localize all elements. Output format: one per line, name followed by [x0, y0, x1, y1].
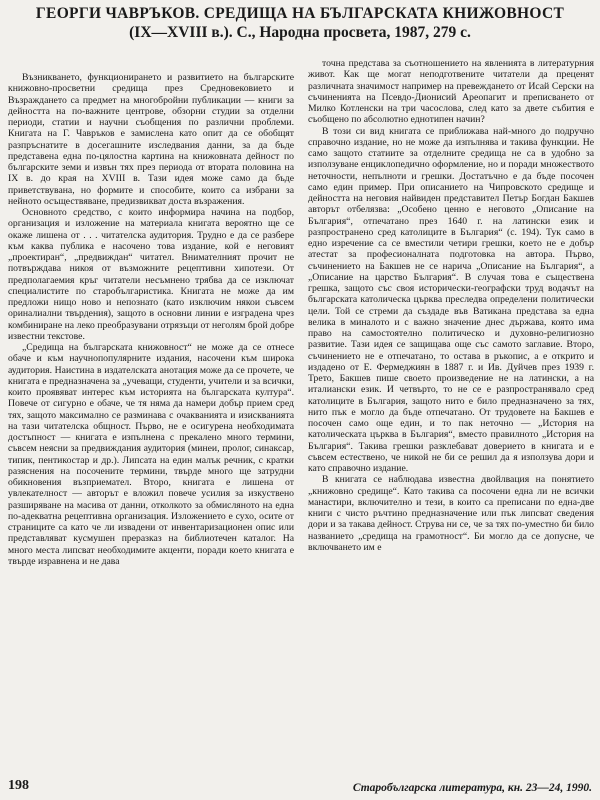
- paragraph: В книгата се наблюдава известна двойлвация на понятието „книжовно средище“. Като такива са посочени една ли не всички манастири, включително и тези, в които са преписани по една-две книги с чисто ръчтино предназначение или пък липсват сведения дори и за такава дейност. Струва ни се, че за тях по-уместно би било названието „средища на грамотност“. Би могло да се допусне, че включването им е: [308, 474, 594, 553]
- right-column: [308, 58, 594, 758]
- page-footer: [8, 774, 592, 794]
- review-subtitle: (IX—XVIII в.). С., Народна просвета, 1987, 279 с.: [129, 24, 471, 41]
- review-title: ГЕОРГИ ЧАВРЪКОВ. СРЕДИЩА НА БЪЛГАРСКАТА КНИЖОВНОСТ: [35, 5, 565, 22]
- left-column: [8, 58, 294, 758]
- review-header: [0, 0, 600, 42]
- paragraph: точна представа за съотношението на явленията в литературния живот. Как ще могат неподготвените читатели да преценят различната значимост например на превеждането от Исай Серски на съчиненията на Псевдо-Дионисий Ареопагит и преписването от Милко Котленски на три часослова, след като за двете събития е съобщено по абсолютно еднотипен начин?: [308, 58, 594, 126]
- paragraph: Възникването, функционирането и развитието на българските книжовно-просветни средища през Средновековието и Възраждането са предмет на многобройни публикации — книги за дейността на по-важните центрове, обзорни студии за отделни периоди, статии и научни съобщения по различни проблеми. Книгата на Г. Чавръков е замислена като опит да се обобщят разпръснатите в досегашните изследвания данни, за да бъде представена една по-цялостна картина на книжовната дейност по българските земи и извън тях през периода от втората половина на IX в. до края на XVIII в. Тази идея може само да бъде приветствувана, но формите и способите, които са избрани за нейното осъществяване, предизвикват доста възражения.: [8, 72, 294, 207]
- paragraph: В този си вид книгата се приближава най-много до подручно справочно издание, но не може да изпълнява и такива функции. Не само защото статиите за отделните средища не са в удобно за използуване енциклопедично оформление, но и поради множеството неточности, непълноти и грешки. Достатъчно е да бъде посочен само един пример. При описанието на Чипровското средище и дейността на неговия найвиден представител Петър Богдан Бакшев авторът отбелязва: „Особено ценно е неговото „Описание на България“, отпечатано през 1640 г. на латински език и разпространено сред католиците в България“ (с. 194). Тук само в едно изречение са се вместили четири грешки, което не е добър атестат за професионалната подготовка на автора. Първо, съчинението на Бакшев не се нарича „Описание на България“, а „Описание на царство България“. В случая това е съществена грешка, защото със своя исторически-географски труд водачът на българската католическа църква преследва определени политически цели. Той се стреми да създаде във Ватикана представа за една велика в миналото и с важно значение днес държава, която има право на самостоятелно политическо и духовно-религиозно развитие. Тази идея се защищава още със самото заглавие. Второ, съчинението не е отпечатано, то остава в ръкопис, а е открито и издадено от Е. Фермеджиян в 1887 г. и Ив. Дуйчев през 1939 г. Трето, Бакшев пише своето произведение не на латински, а на италиански език. И четвърто, то не се е разпространявало сред католиците в България, защото нито е било предназначено за тях, нито пък е могло да бъде отпечатано. От трудовете на Бакшев е посочен само още един, и то пак неточно — „История на католическата църква в България“, вместо правилното „История на България“. Такива грешки разклебават доверието в книгата и е съвсем естествено, че никой не би се решил да я използува дори и като справочно издание.: [308, 125, 594, 474]
- text-columns: [8, 58, 594, 758]
- page-number: 198: [8, 778, 29, 793]
- paragraph: „Средища на българската книжовност“ не може да се отнесе обаче и към научнопопулярните издания, насочени към широка аудитория. Наистина в издателската анотация може да се прочете, че книгата е предназначена за „учеващи, студенти, учители и за всички, които проявяват интерес към историята на българската култура“. Повече от сигурно е обаче, че тя няма да намери добър прием сред тях, защото максимално се разминава с очакванията и изискванията на тази читателска общност. Първо, не е осигурена необходимата достъпност — книгата е изпълнена с прекалено много термини, съвсем неясни за предвиждания аудитория (минеи, пролог, синаксар, типик, пентикостар и др.). Липсата на един малък речник, с кратки разяснения на посочените термини, твърде много ще затрудни обикновения възприемател. Второ, книгата е лишена от увлекателност — авторът е вложил повече усилия за изкуствено разширяване на масива от данни, отколкото за обмисляното на една по-адекватна рецептивна организация. Изложението е сухо, осите от страниците са като че ли извадени от инвентаризационен опис или представляват кусмушен преразказ на библиотечен каталог. На много места липсват необходимите акценти, поради което книгата е твърде изравнена и не дава: [8, 342, 294, 567]
- journal-reference: Старобългарска литература, кн. 23—24, 1990.: [352, 782, 592, 794]
- paragraph: Основното средство, с които информира начина на подбор, организация и изложение на материала книгата вероятно ще се окаже лишена от . . . читателска аудитория. Трудно е да се разбере към каква публика е насочено това издание, кой е неговият „проектиран“, „предвиждан“ читател. Внимателният прочит не потвърждава никоя от възможните рецептивни хипотези. От предполагаемия кръг читатели несъмнено трябва да се изключат специалистите по старобългаристика. Книгата не може да им предложи нищо ново и непознато (като изключим някои съвсем ориналиални твърдения), защото в основни линии е изградена чрез комбиниране на леко преобразувани отрязъци от неголям брой добре известни текстове.: [8, 207, 294, 342]
